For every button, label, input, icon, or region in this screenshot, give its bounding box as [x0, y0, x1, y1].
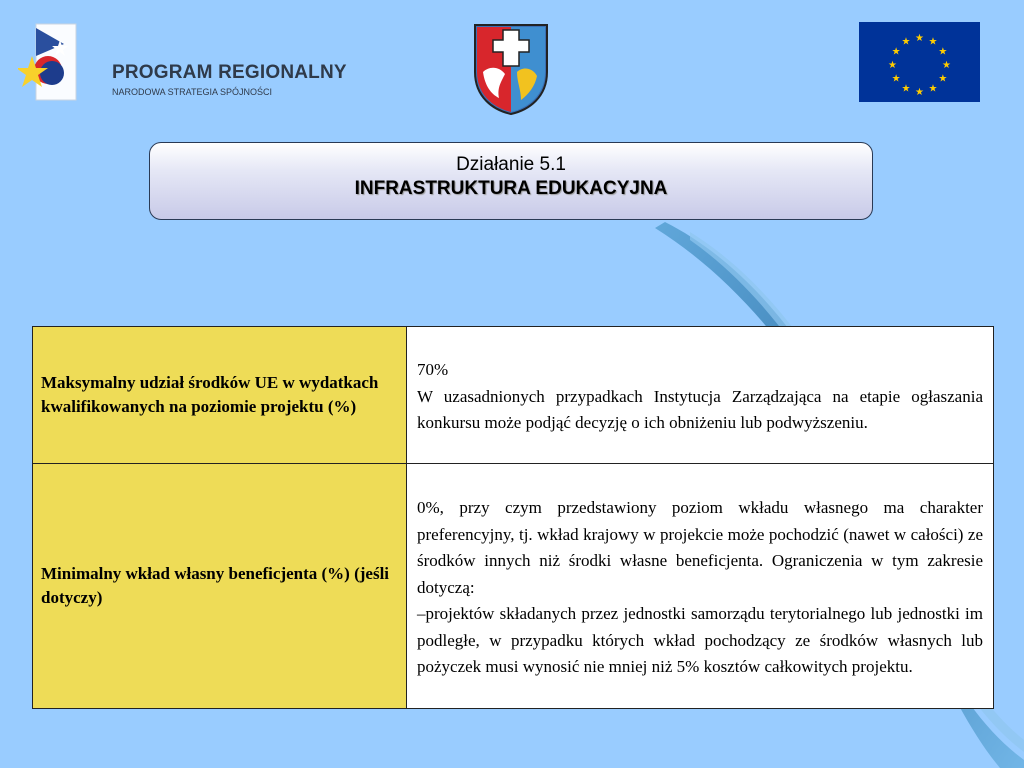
row-label: Maksymalny udział środków UE w wydatkach kwalifikowanych na poziomie projektu (%)	[33, 327, 407, 464]
program-regionalny-logo	[18, 18, 348, 102]
svg-text:★: ★	[901, 36, 911, 48]
row-label: Minimalny wkład własny beneficjenta (%) (jeśli dotyczy)	[33, 464, 407, 709]
svg-text:★: ★	[938, 46, 948, 58]
info-table	[32, 326, 994, 709]
content-paragraph: –projektów składanych przez jednostki samorządu terytorialnego lub jednostki im podległe, w przypadku których wkład pochodzący ze środków własnych lub pożyczek musi wynosić nie mniej niż 5% kosztów całkowitych projektu.	[417, 604, 983, 677]
row-content	[407, 327, 994, 464]
table-row	[33, 327, 994, 464]
table-row	[33, 464, 994, 709]
content-paragraph: 70%	[417, 360, 449, 380]
eu-flag-icon	[859, 22, 980, 102]
svg-text:★: ★	[901, 83, 911, 95]
svg-text:★: ★	[915, 87, 924, 98]
action-number: Działanie 5.1	[456, 154, 566, 175]
svg-text:★: ★	[915, 33, 924, 44]
svg-text:★: ★	[891, 73, 901, 85]
program-title: PROGRAM REGIONALNY	[112, 62, 347, 83]
svg-text:★: ★	[928, 36, 938, 48]
title-box	[149, 142, 873, 220]
svg-text:★: ★	[891, 46, 901, 58]
svg-text:★: ★	[942, 60, 951, 71]
svg-text:★: ★	[938, 73, 948, 85]
program-subtitle: NARODOWA STRATEGIA SPÓJNOŚCI	[112, 87, 273, 97]
svg-text:★: ★	[888, 60, 897, 71]
content-paragraph: 0%, przy czym przedstawiony poziom wkładu własnego ma charakter preferencyjny, tj. wkład krajowy w projekcie może pochodzić (nawet w całości) ze środków innych niż środki własne beneficjenta. Ograniczenia w tym zakresie dotyczą:	[417, 498, 983, 597]
row-content	[407, 464, 994, 709]
content-paragraph: W uzasadnionych przypadkach Instytucja Zarządzająca na etapie ogłaszania konkursu może podjąć decyzję o ich obniżeniu lub podwyższeniu.	[417, 386, 983, 433]
program-regionalny-logo-icon	[18, 18, 78, 102]
action-title: INFRASTRUKTURA EDUKACYJNA	[354, 178, 668, 199]
svg-text:★: ★	[928, 83, 938, 95]
coat-of-arms-icon	[471, 22, 551, 116]
